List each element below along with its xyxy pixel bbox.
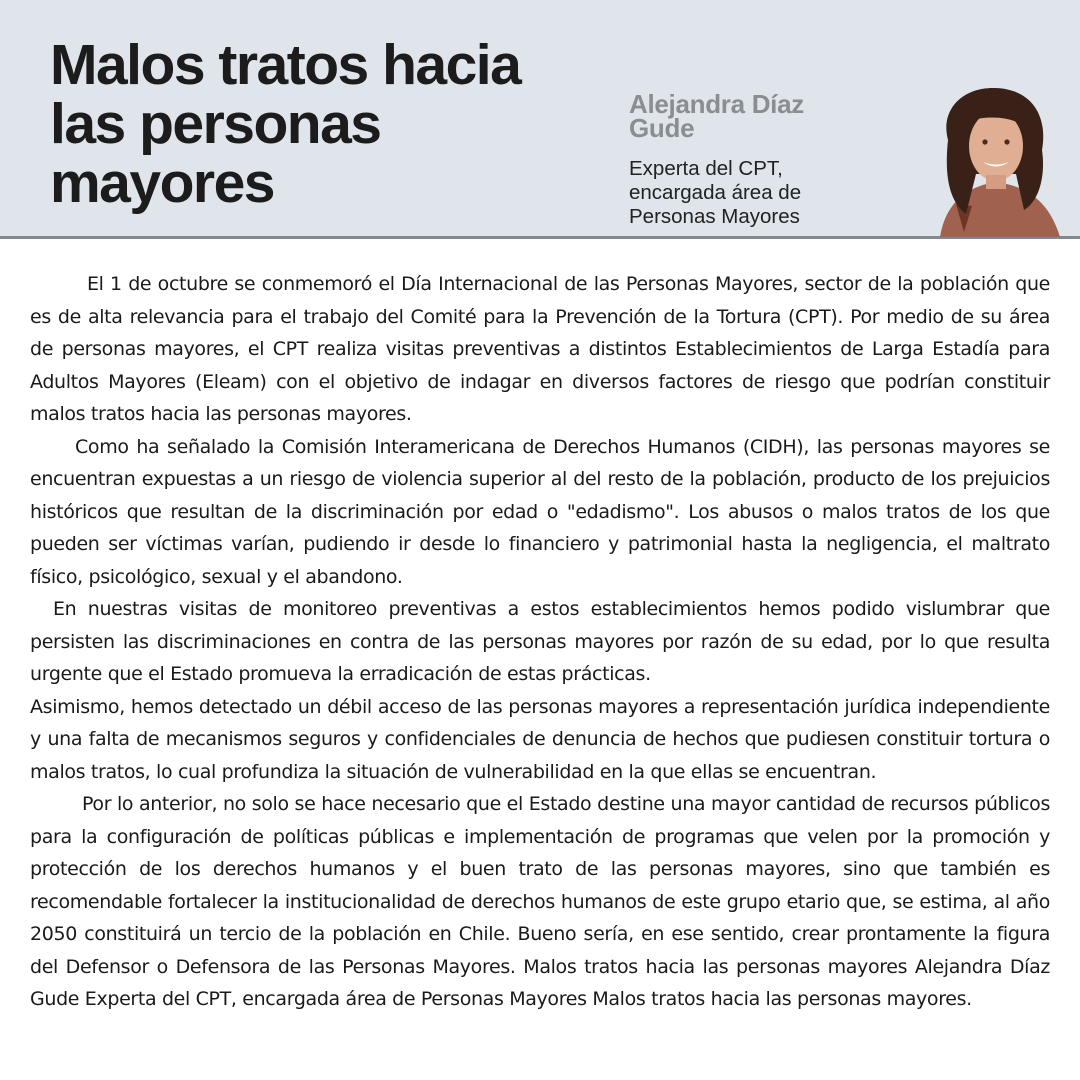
article-paragraph-1: El 1 de octubre se conmemoró el Día Internacional de las Personas Mayores, sector de la población que es de alta relevancia para el trabajo del Comité para la Prevención de la Tortura (CPT). Por medio de su área de personas mayores, el CPT realiza visitas preventivas a distintos Establecimientos de Larga Estadía para Adultos Mayores (Eleam) con el objetivo de indagar en diversos factores de riesgo que podrían constituir malos tratos hacia las personas mayores.: [30, 273, 1050, 425]
author-name-line-1: Alejandra Díaz: [629, 89, 804, 119]
author-role-line-1: Experta del CPT,: [629, 157, 783, 180]
article-paragraph-4: Asimismo, hemos detectado un débil acceso de las personas mayores a representación jurídica independiente y una falta de mecanismos seguros y confidenciales de denuncia de hechos que pudiesen constituir tortura o malos tratos, lo cual profundiza la situación de vulnerabilidad en la que ellas se encuentran.: [30, 695, 1050, 783]
article-paragraph-3: En nuestras visitas de monitoreo preventivas a estos establecimientos hemos podido vislumbrar que persisten las discriminaciones en contra de las personas mayores por razón de su edad, por lo que resulta urgente que el Estado promueva la erradicación de estas prácticas.: [30, 598, 1050, 685]
author-role: [629, 157, 889, 229]
article-paragraph-2: Como ha señalado la Comisión Interamericana de Derechos Humanos (CIDH), las personas mayores se encuentran expuestas a un riesgo de violencia superior al del resto de la población, producto de los prejuicios históricos que resultan de la discriminación por edad o "edadismo". Los abusos o malos tratos de los que pueden ser víctimas varían, pudiendo ir desde lo financiero y patrimonial hasta la negligencia, el maltrato físico, psicológico, sexual y el abandono.: [30, 435, 1050, 588]
author-role-line-2: encargada área de: [629, 181, 802, 204]
headline-line-1: Malos tratos hacia: [50, 33, 521, 97]
headline: [50, 33, 610, 215]
author-role-line-3: Personas Mayores: [629, 205, 800, 228]
article-paragraph-5: Por lo anterior, no solo se hace necesario que el Estado destine una mayor cantidad de recursos públicos para la configuración de políticas públicas e implementación de programas que velen por la promoción y protección de los derechos humanos y el buen trato de las personas mayores, sino que también es recomendable fortalecer la institucionalidad de derechos humanos de este grupo etario que, se estima, al año 2050 constituirá un tercio de la población en Chile. Bueno sería, en ese sentido, crear prontamente la figura del Defensor o Defensora de las Personas Mayores. Malos tratos hacia las personas mayores Alejandra Díaz Gude Experta del CPT, encargada área de Personas Mayores Malos tratos hacia las personas mayores.: [30, 793, 1050, 1010]
article-body: [30, 268, 1050, 1016]
author-portrait: [920, 82, 1072, 237]
headline-line-2: las personas: [50, 92, 381, 156]
author-name-line-2: Gude: [629, 113, 695, 143]
author-name: [629, 89, 869, 143]
headline-line-3: mayores: [50, 151, 274, 215]
header-divider: [0, 236, 1080, 239]
